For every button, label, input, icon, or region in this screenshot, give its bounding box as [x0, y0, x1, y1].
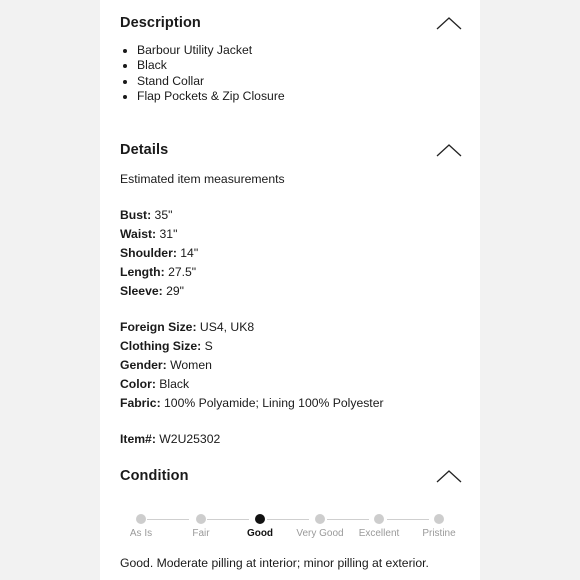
attribute-label: Fabric: [120, 396, 161, 410]
condition-step-label: Excellent [358, 528, 400, 539]
scale-connector [147, 519, 189, 521]
attribute-value: Black [155, 377, 190, 391]
condition-step-label: As Is [129, 528, 153, 539]
item-number [120, 432, 220, 446]
measurement-value: 35" [151, 208, 173, 222]
attribute-value: S [201, 339, 213, 353]
measurement-waist [120, 227, 177, 241]
condition-step-label-selected: Good [246, 528, 274, 539]
chevron-up-icon[interactable] [436, 16, 462, 30]
condition-title: Condition [120, 468, 189, 484]
measurement-value: 14" [176, 246, 199, 260]
condition-step-dot [374, 514, 384, 524]
attribute-label: Clothing Size: [120, 339, 202, 353]
item-number-value: W2U25302 [155, 432, 221, 446]
condition-step-dot [196, 514, 206, 524]
details-title: Details [120, 142, 169, 158]
scale-connector [267, 519, 309, 521]
attribute-foreign-size [120, 320, 254, 334]
scale-connector [327, 519, 369, 521]
measurement-length [120, 265, 196, 279]
details-header[interactable] [120, 138, 462, 162]
attribute-value: US4, UK8 [196, 320, 255, 334]
chevron-up-icon[interactable] [436, 143, 462, 157]
condition-step-dot [136, 514, 146, 524]
description-list [120, 43, 285, 104]
description-title: Description [120, 15, 201, 31]
condition-step-label: Very Good [296, 528, 344, 539]
description-header[interactable] [120, 11, 462, 35]
description-item: • Flap Pockets & Zip Closure [137, 89, 285, 104]
measurement-label: Bust: [120, 208, 152, 222]
description-item: • Stand Collar [137, 74, 285, 89]
attribute-value: 100% Polyamide; Lining 100% Polyester [160, 396, 384, 410]
measurement-value: 29" [162, 284, 184, 298]
attribute-value: Women [166, 358, 212, 372]
description-item: • Barbour Utility Jacket [137, 43, 285, 58]
product-info-panel [100, 0, 480, 580]
condition-step-label: Pristine [422, 528, 456, 539]
measurement-label: Sleeve: [120, 284, 163, 298]
condition-header[interactable] [120, 464, 462, 488]
condition-step-dot-selected [255, 514, 265, 524]
measurement-label: Waist: [120, 227, 157, 241]
item-number-label: Item#: [120, 432, 156, 446]
measurement-label: Length: [120, 265, 165, 279]
attribute-label: Gender: [120, 358, 167, 372]
attribute-gender [120, 358, 212, 372]
attribute-label: Foreign Size: [120, 320, 197, 334]
condition-step-label: Fair [192, 528, 210, 539]
details-intro: Estimated item measurements [120, 172, 285, 186]
attribute-label: Color: [120, 377, 156, 391]
measurement-sleeve [120, 284, 184, 298]
attribute-color [120, 377, 189, 391]
condition-step-dot [315, 514, 325, 524]
measurement-label: Shoulder: [120, 246, 177, 260]
description-item: • Black [137, 58, 285, 73]
attribute-clothing-size [120, 339, 213, 353]
attribute-fabric [120, 396, 384, 410]
measurement-value: 27.5" [164, 265, 197, 279]
scale-connector [207, 519, 249, 521]
chevron-up-icon[interactable] [436, 469, 462, 483]
condition-step-dot [434, 514, 444, 524]
measurement-value: 31" [156, 227, 178, 241]
condition-note: Good. Moderate pilling at interior; minor pilling at exterior. [120, 556, 429, 570]
measurement-bust [120, 208, 172, 222]
scale-connector [387, 519, 429, 521]
measurement-shoulder [120, 246, 198, 260]
condition-scale [100, 508, 480, 548]
